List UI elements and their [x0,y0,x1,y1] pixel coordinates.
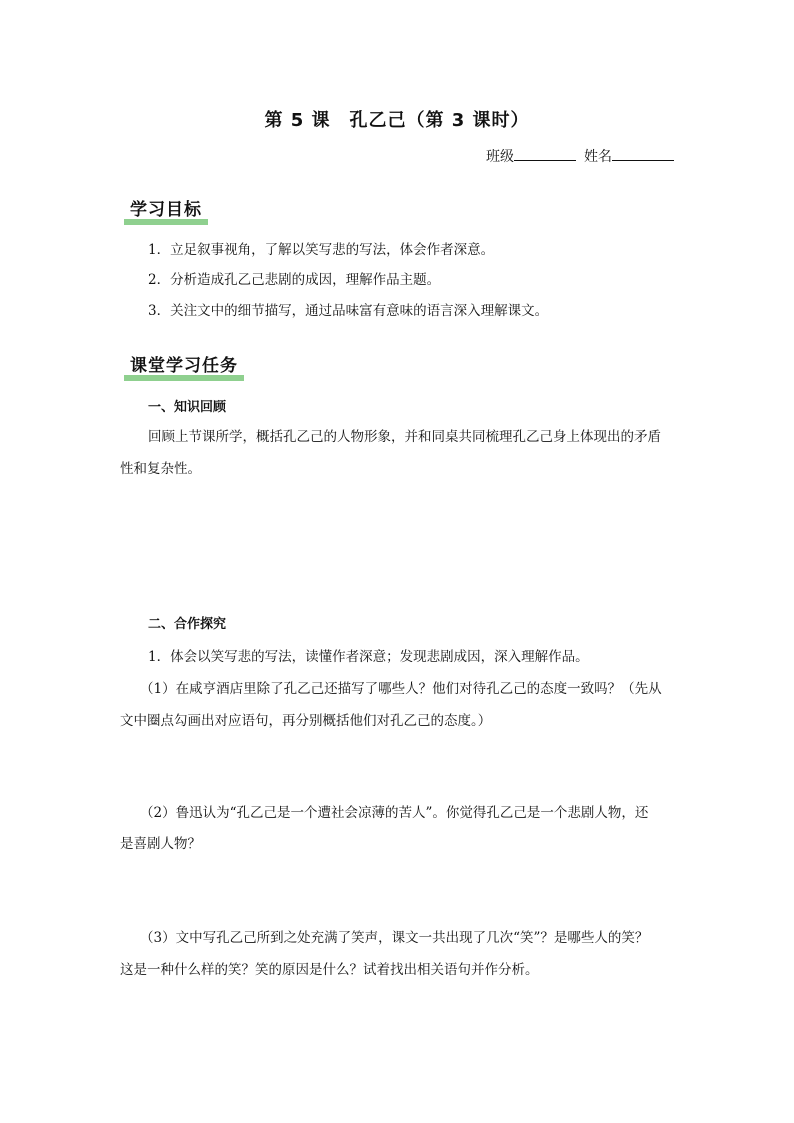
objective-item: 3．关注文中的细节描写，通过品味富有意味的语言深入理解课文。 [148,303,549,319]
tasks-heading-text: 课堂学习任务 [130,356,238,376]
class-blank[interactable] [514,146,576,161]
tasks-heading [124,351,244,378]
question-2-line: 是喜剧人物？ [120,836,201,852]
name-label: 姓名 [584,149,612,165]
objectives-heading-text: 学习目标 [130,200,202,220]
name-blank[interactable] [612,146,674,161]
part1-heading: 一、知识回顾 [148,400,227,415]
part1-line: 性和复杂性。 [120,461,201,477]
question-1-line: （1）在咸亨酒店里除了孔乙己还描写了哪些人？他们对待孔乙己的态度一致吗？（先从 [140,681,662,697]
objective-item: 1．立足叙事视角，了解以笑写悲的写法，体会作者深意。 [148,242,495,258]
question-3-line: 这是一种什么样的笑？笑的原因是什么？试着找出相关语句并作分析。 [120,962,539,978]
student-info-line [486,146,674,166]
objective-item: 2．分析造成孔乙己悲剧的成因，理解作品主题。 [148,272,441,288]
question-3-line: （3）文中写孔乙己所到之处充满了笑声，课文一共出现了几次“笑”？是哪些人的笑？ [140,930,649,946]
objectives-heading [124,195,208,222]
question-1-line: 文中圈点勾画出对应语句，再分别概括他们对孔乙己的态度。） [120,713,492,729]
class-label: 班级 [486,149,514,165]
page-title: 第 5 课 孔乙己（第 3 课时） [264,110,530,131]
part2-heading: 二、合作探究 [148,617,227,632]
question-2-line: （2）鲁迅认为“孔乙己是一个遭社会凉薄的苦人”。你觉得孔乙己是一个悲剧人物，还 [140,805,649,821]
part2-intro: 1．体会以笑写悲的写法，读懂作者深意；发现悲剧成因，深入理解作品。 [148,649,589,665]
part1-line: 回顾上节课所学，概括孔乙己的人物形象，并和同桌共同梳理孔乙己身上体现出的矛盾 [148,429,661,445]
